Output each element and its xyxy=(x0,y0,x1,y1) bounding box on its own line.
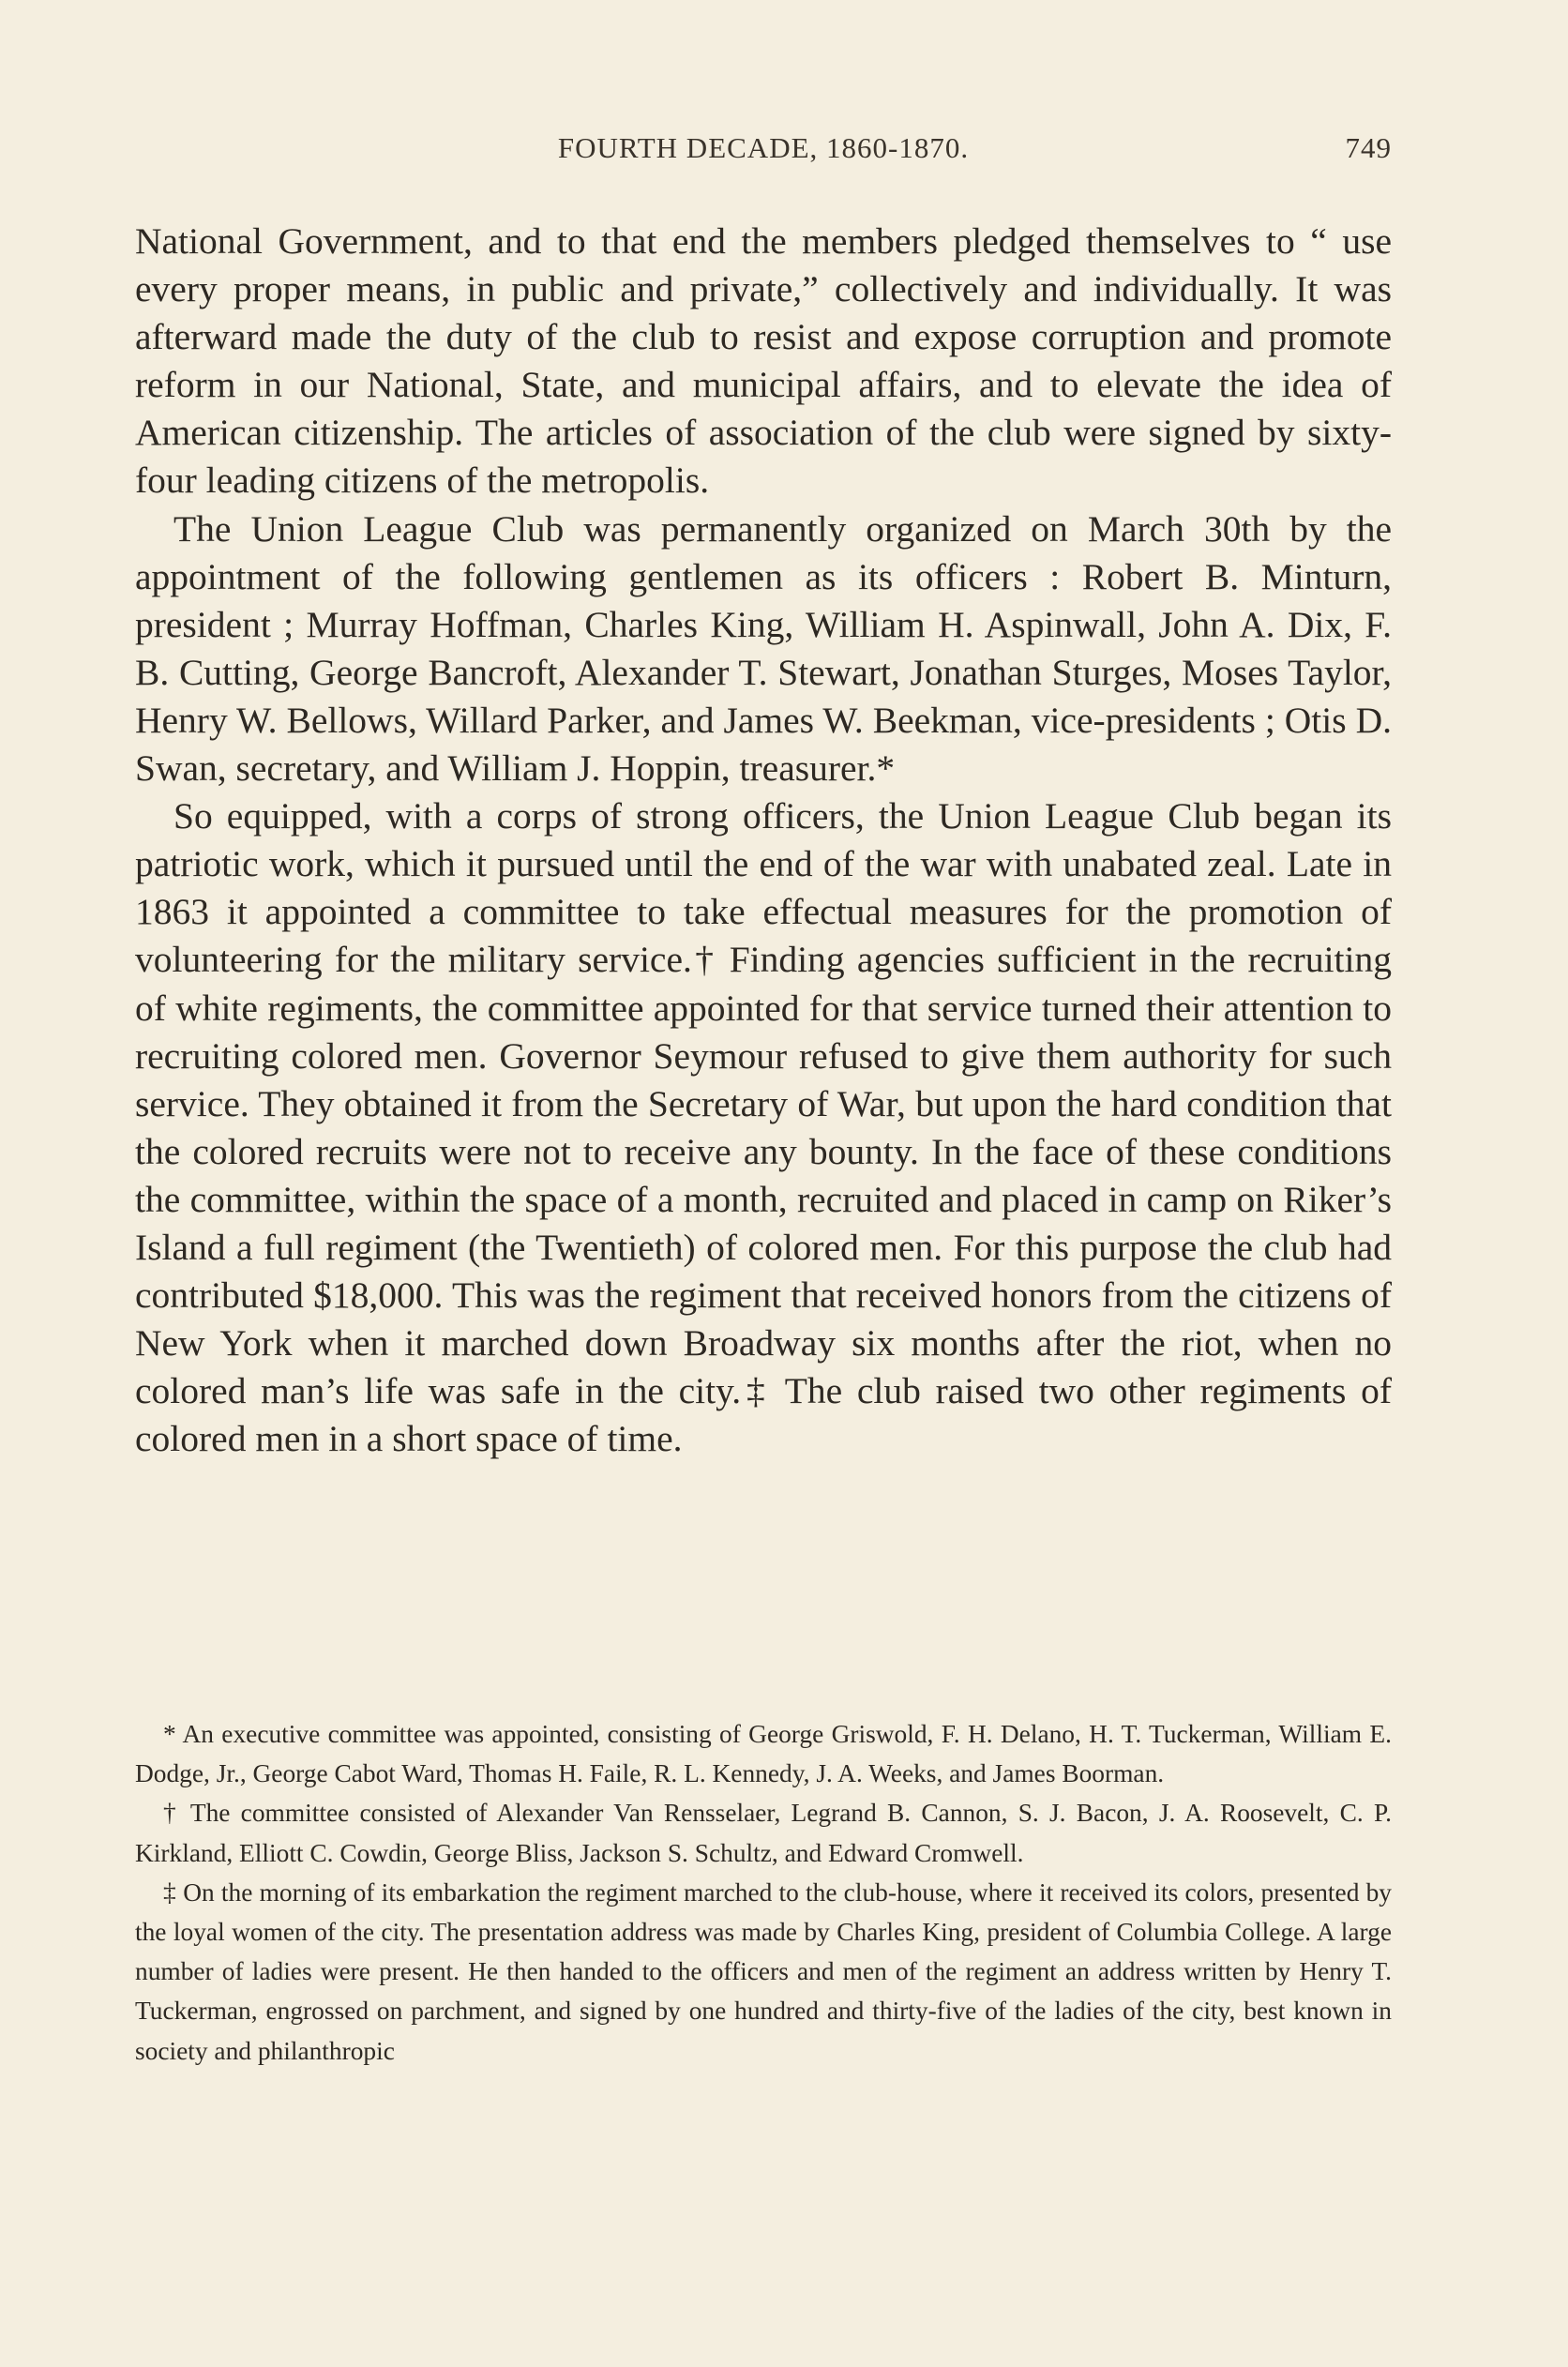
page-number: 749 xyxy=(1345,131,1392,164)
footnote: † The committee consisted of Alexander Van Rensselaer, Legrand B. Cannon, S. J. Bacon, J. A. Roosevelt, C. P. Kirkland, Elliott C. Cowdin, George Bliss, Jackson S. Schultz, and Edward Cromwell. xyxy=(135,1799,1392,1867)
running-head xyxy=(135,131,1392,178)
footnotes xyxy=(135,1714,1392,2071)
main-text xyxy=(135,218,1392,1463)
footnote: * An executive committee was appointed, consisting of George Griswold, F. H. Delano, H. T. Tuckerman, William E. Dodge, Jr., George Cabot Ward, Thomas H. Faile, R. L. Kennedy, J. A. Weeks, and James Boorman. xyxy=(135,1720,1392,1788)
footnote: ‡ On the morning of its embarkation the regiment marched to the club-house, where it received its colors, presented by the loyal women of the city. The presentation address was made by Charles King, president of Columbia College. A large number of ladies were present. He then handed to the officers and men of the regiment an address written by Henry T. Tuckerman, engrossed on parchment, and signed by one hundred and thirty-five of the ladies of the city, best known in society and philanthropic xyxy=(135,1877,1392,2065)
paragraph: The Union League Club was permanently organized on March 30th by the appointment of the following gentlemen as its officers : Robert B. Minturn, president ; Murray Hoffman, Charles King, William H. Aspinwall, John A. Dix, F. B. Cutting, George Bancroft, Alexander T. Stewart, Jonathan Sturges, Moses Taylor, Henry W. Bellows, Willard Parker, and James W. Beekman, vice-presidents ; Otis D. Swan, secretary, and William J. Hoppin, treasurer.* xyxy=(135,507,1392,790)
paragraph: National Government, and to that end the members pledged themselves to “ use every proper means, in public and private,” collectively and individually. It was afterward made the duty of the club to resist and expose corruption and promote reform in our National, State, and municipal affairs, and to elevate the idea of American citizenship. The articles of association of the club were signed by sixty-four leading citizens of the metropolis. xyxy=(135,220,1392,502)
paragraph: So equipped, with a corps of strong officers, the Union League Club began its patriotic work, which it pursued until the end of the war with unabated zeal. Late in 1863 it appointed a committee to take effectual measures for the promotion of volunteering for the military service.† Finding agencies sufficient in the recruiting of white regiments, the committee appointed for that service turned their attention to recruiting colored men. Governor Seymour refused to give them authority for such service. They obtained it from the Secretary of War, but upon the hard condition that the colored recruits were not to receive any bounty. In the face of these conditions the committee, within the space of a month, recruited and placed in camp on Riker’s Island a full regiment (the Twentieth) of colored men. For this purpose the club had contributed $18,000. This was the regiment that received honors from the citizens of New York when it marched down Broadway six months after the riot, when no colored man’s life was safe in the city.‡ The club raised two other regiments of colored men in a short space of time. xyxy=(135,795,1392,1460)
running-title: FOURTH DECADE, 1860-1870. xyxy=(557,131,970,164)
